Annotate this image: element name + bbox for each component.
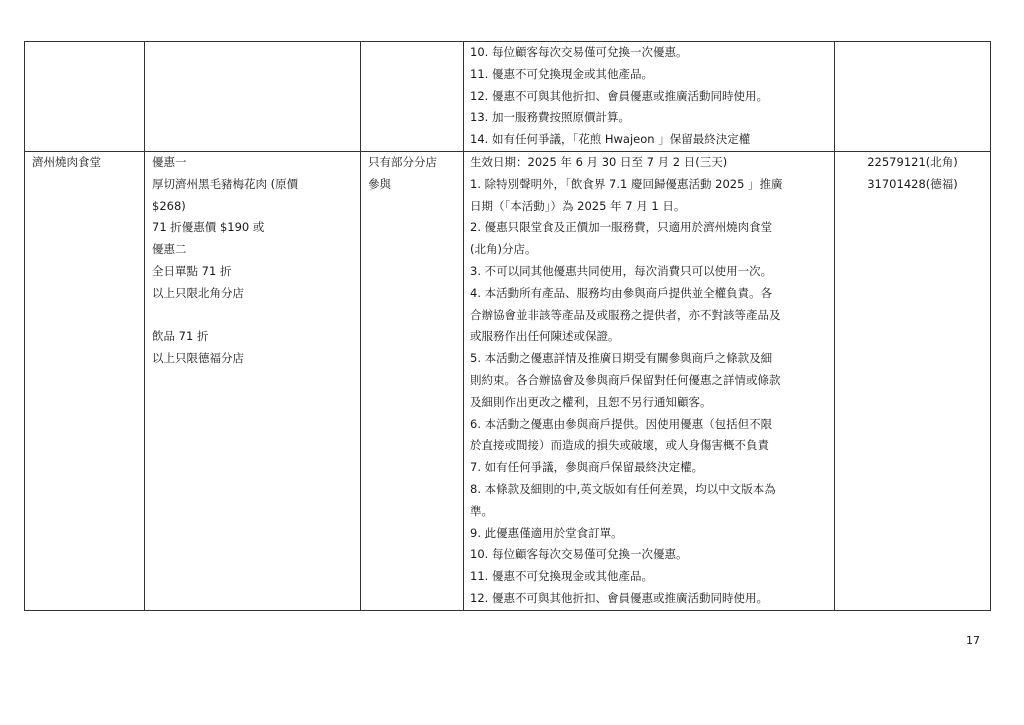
page-number: 17 xyxy=(966,634,980,647)
term-line: 或服務作出任何陳述或保證。 xyxy=(470,329,620,344)
term-line: 合辦協會並非該等產品及或服務之提供者，亦不對該等產品及 xyxy=(470,307,781,322)
term-line: 日期（「本活動」）為 2025 年 7 月 1 日。 xyxy=(470,198,686,213)
offer-line: 71 折優惠價 $190 或 xyxy=(152,220,265,235)
term-line: 10. 每位顧客每次交易僅可兌換一次優惠。 xyxy=(470,45,688,59)
term-line: 12. 優惠不可與其他折扣、會員優惠或推廣活動同時使用。 xyxy=(470,590,768,605)
offer-line: 以上只限北角分店 xyxy=(152,285,244,300)
phone-cell xyxy=(835,42,991,152)
merchant-cell xyxy=(25,42,145,152)
table-row xyxy=(25,151,991,610)
term-line: 7. 如有任何爭議，參與商戶保留最終決定權。 xyxy=(470,460,704,475)
offer-line: 飲品 71 折 xyxy=(152,329,209,344)
term-line: 5. 本活動之優惠詳情及推廣日期受有關參與商戶之條款及細 xyxy=(470,351,773,366)
branches-cell xyxy=(361,151,464,610)
offer-line: 以上只限德福分店 xyxy=(152,351,244,366)
term-line: 則約束。各合辦協會及參與商戶保留對任何優惠之詳情或條款 xyxy=(470,372,781,387)
phone-number: 31701428(德福) xyxy=(867,176,958,191)
term-line: 9. 此優惠僅適用於堂食訂單。 xyxy=(470,525,623,540)
term-line: 14. 如有任何爭議，「花煎 Hwajeon 」保留最終決定權 xyxy=(470,132,751,147)
term-line: 生效日期：2025 年 6 月 30 日至 7 月 2 日(三天) xyxy=(470,154,728,169)
term-line: 6. 本活動之優惠由參與商戶提供。因使用優惠（包括但不限 xyxy=(470,416,773,431)
branches-line: 參與 xyxy=(368,176,391,191)
term-line: 2. 優惠只限堂食及正價加一服務費，只適用於濟州燒肉食堂 xyxy=(470,220,773,235)
term-line: 13. 加一服務費按照原價計算。 xyxy=(470,110,630,125)
offer-cell xyxy=(145,42,361,152)
term-line: 及細則作出更改之權利，且恕不另行通知顧客。 xyxy=(470,394,712,409)
terms-cell xyxy=(464,151,835,610)
offer-line: 優惠二 xyxy=(152,242,187,257)
phone-cell xyxy=(835,151,991,610)
merchant-cell xyxy=(25,151,145,610)
term-line: 8. 本條款及細則的中,英文版如有任何差異，均以中文版本為 xyxy=(470,481,776,496)
phone-number: 22579121(北角) xyxy=(867,154,958,169)
term-line: 4. 本活動所有產品、服務均由參與商戶提供並全權負責。各 xyxy=(470,285,773,300)
term-line: 3. 不可以同其他優惠共同使用，每次消費只可以使用一次。 xyxy=(470,263,773,278)
term-line: 10. 每位顧客每次交易僅可兌換一次優惠。 xyxy=(470,547,688,562)
term-line: 準。 xyxy=(470,503,493,518)
offer-line: 優惠一 xyxy=(152,154,187,169)
offer-line: 厚切濟州黑毛豬梅花肉 (原價 xyxy=(152,176,299,191)
offer-table xyxy=(24,41,991,611)
blank-line xyxy=(152,305,360,327)
term-line: (北角)分店。 xyxy=(470,242,537,257)
merchant-name: 濟州燒肉食堂 xyxy=(32,154,101,169)
branches-cell xyxy=(361,42,464,152)
table-row xyxy=(25,42,991,152)
term-line: 11. 優惠不可兌換現金或其他產品。 xyxy=(470,66,653,81)
offer-cell xyxy=(145,151,361,610)
branches-line: 只有部分分店 xyxy=(368,154,437,169)
term-line: 於直接或間接）而造成的損失或破壞，或人身傷害概不負責 xyxy=(470,438,769,453)
term-line: 1. 除特別聲明外，「飲食界 7.1 慶回歸優惠活動 2025 」推廣 xyxy=(470,176,783,191)
term-line: 11. 優惠不可兌換現金或其他產品。 xyxy=(470,569,653,584)
offer-line: $268) xyxy=(152,198,186,213)
terms-cell xyxy=(464,42,835,152)
term-line: 12. 優惠不可與其他折扣、會員優惠或推廣活動同時使用。 xyxy=(470,88,768,103)
offer-line: 全日單點 71 折 xyxy=(152,263,232,278)
